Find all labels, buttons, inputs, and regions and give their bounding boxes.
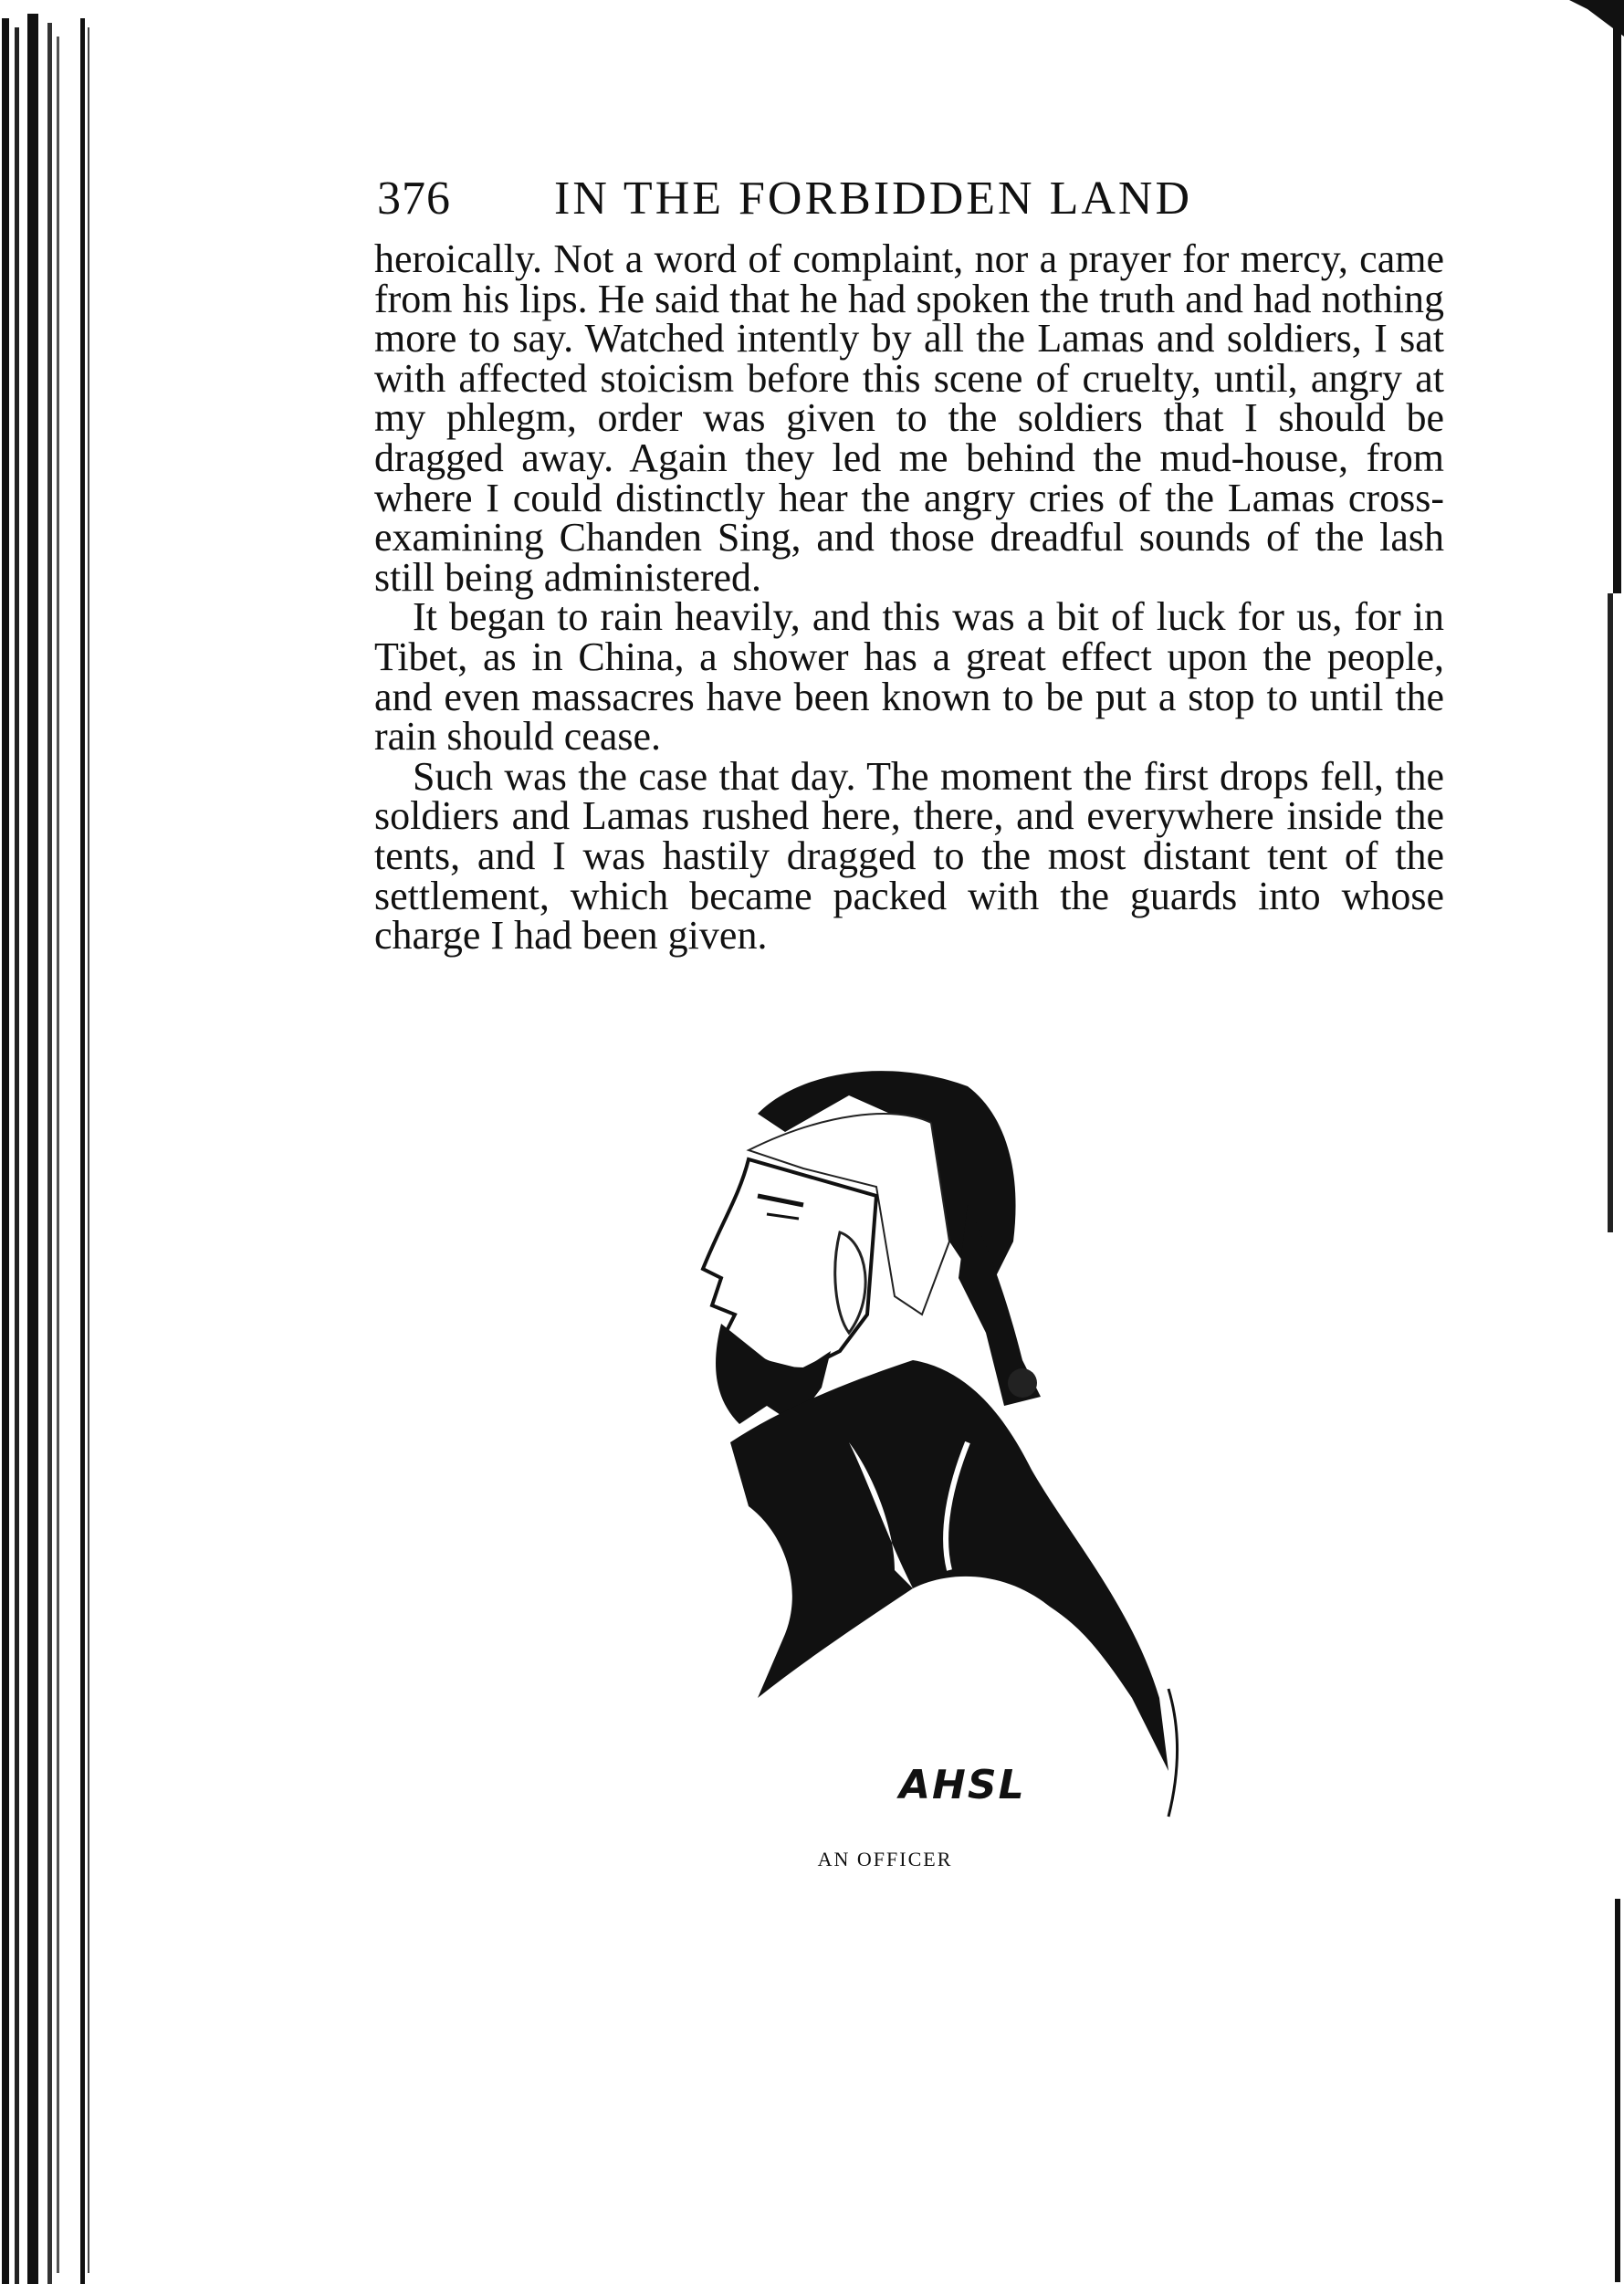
figure-caption: AN OFFICER — [817, 1848, 953, 1870]
page-edge-right — [1569, 0, 1624, 2284]
running-header — [377, 172, 1445, 226]
paragraph: Such was the case that day. The moment the first drops fell, the soldiers and Lamas rushed here, there, and everywhere inside the tents, and I was hastily dragged to the most distant tent of the settlement, which became packed with the guards into whose charge I had been given. — [374, 753, 1444, 959]
page-number: 376 — [377, 173, 451, 225]
running-head: IN THE FORBIDDEN LAND — [554, 173, 1193, 225]
artist-signature: AHSL — [899, 1762, 1026, 1808]
body-text — [374, 236, 1444, 959]
paragraph: heroically. Not a word of complaint, nor a prayer for mercy, came from his lips. He said that he had spoken the truth and had nothing more to say. Watched intently by all the Lamas and soldiers, I sat with affected stoicism before this scene of cruelty, until, angry at my phlegm, order was given to the soldiers that I should be dragged away. Again they led me behind the mud-house, from where I could distinctly hear the angry cries of the Lamas cross-examining Chanden Sing, and those dreadful sounds of the lash still being administered. — [374, 236, 1444, 600]
paragraph: It began to rain heavily, and this was a bit of luck for us, for in Tibet, as in China, a shower has a great effect upon the people, and even massacres have been known to be put a stop to until the rain should cease. — [374, 594, 1444, 760]
officer-portrait-illustration — [621, 1059, 1187, 1826]
page-edge-left — [0, 0, 100, 2284]
